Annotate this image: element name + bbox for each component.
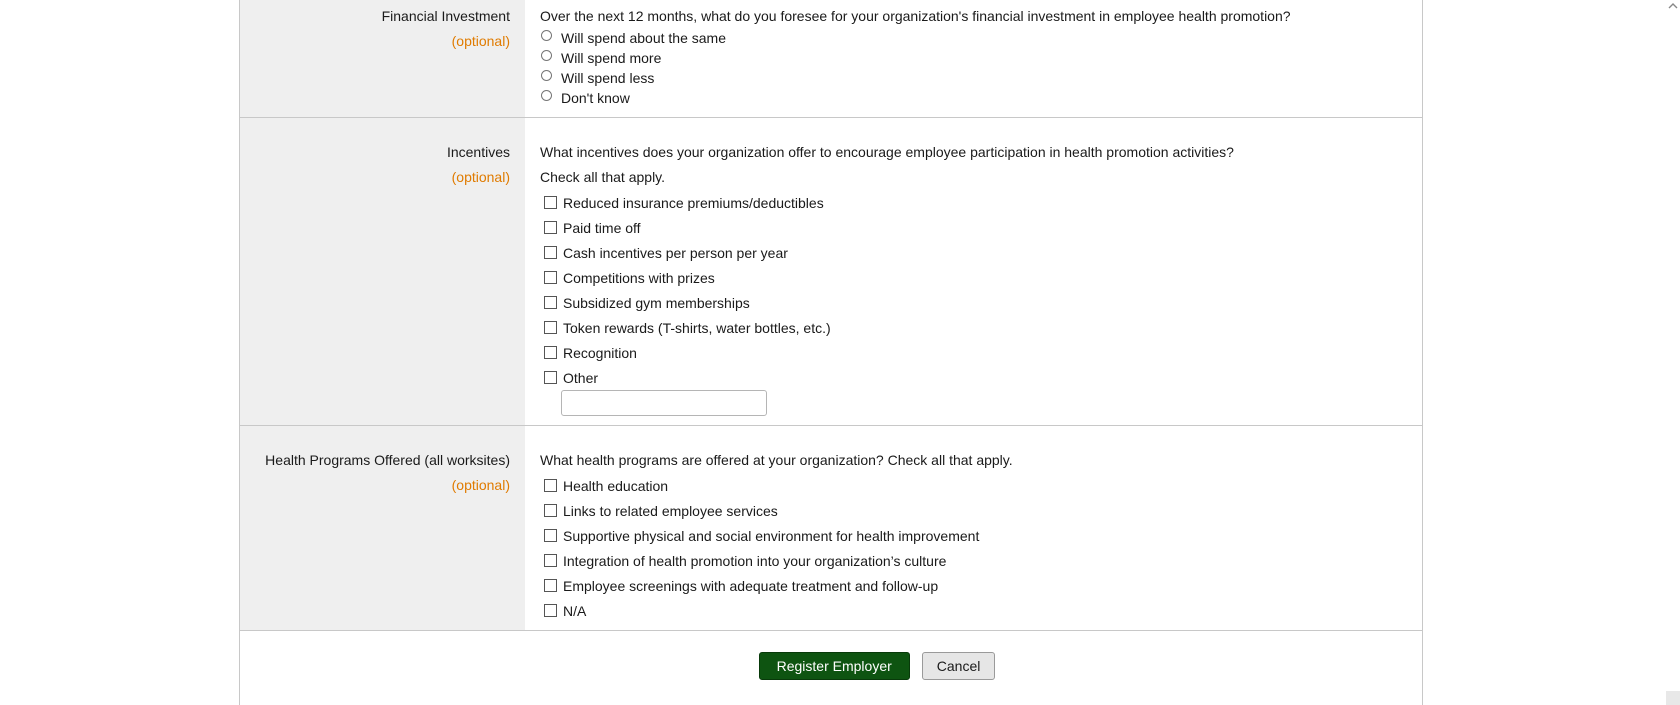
radio-option-same[interactable] [540, 28, 1407, 48]
radio-button[interactable] [541, 50, 552, 61]
checkbox[interactable] [544, 221, 557, 234]
checkbox-item-competitions[interactable] [540, 265, 1407, 290]
checkbox[interactable] [544, 246, 557, 259]
checkbox-label: Competitions with prizes [563, 269, 715, 286]
checkbox[interactable] [544, 321, 557, 334]
optional-tag: (optional) [451, 169, 510, 185]
incentives-row [240, 118, 1422, 426]
health-programs-question: What health programs are offered at your organization? Check all that apply. [540, 452, 1013, 468]
checkbox[interactable] [544, 346, 557, 359]
radio-option-less[interactable] [540, 68, 1407, 88]
checkbox-item-gym[interactable] [540, 290, 1407, 315]
other-incentive-input[interactable] [561, 390, 767, 416]
checkbox-label: Integration of health promotion into your organization’s culture [563, 552, 947, 569]
financial-investment-row [240, 0, 1422, 118]
cancel-button[interactable]: Cancel [922, 652, 996, 680]
radio-label: Don't know [561, 90, 630, 106]
checkbox-label: Paid time off [563, 219, 641, 236]
incentives-label: Incentives [446, 144, 510, 160]
radio-option-more[interactable] [540, 48, 1407, 68]
checkbox-item-supportive-environment[interactable] [540, 523, 1407, 548]
radio-option-dont-know[interactable] [540, 88, 1407, 108]
checkbox-label: Subsidized gym memberships [563, 294, 750, 311]
radio-label: Will spend less [561, 70, 655, 86]
checkbox-item-cash-incentives[interactable] [540, 240, 1407, 265]
radio-button[interactable] [541, 30, 552, 41]
checkbox-label: Recognition [563, 344, 637, 361]
checkbox-label: N/A [563, 602, 587, 619]
health-programs-row [240, 426, 1422, 631]
checkbox-item-health-education[interactable] [540, 473, 1407, 498]
checkbox-label: Other [563, 369, 599, 386]
radio-label: Will spend about the same [561, 30, 726, 46]
health-programs-field [525, 444, 1422, 630]
checkbox-label: Cash incentives per person per year [563, 244, 788, 261]
checkbox[interactable] [544, 296, 557, 309]
optional-tag: (optional) [451, 477, 510, 493]
checkbox-label: Links to related employee services [563, 502, 778, 519]
incentives-instruction: Check all that apply. [540, 169, 666, 185]
radio-button[interactable] [541, 70, 552, 81]
incentives-field [525, 136, 1422, 425]
radio-label: Will spend more [561, 50, 662, 66]
checkbox-label: Employee screenings with adequate treatment and follow-up [563, 577, 939, 594]
checkbox-item-token-rewards[interactable] [540, 315, 1407, 340]
employer-registration-form [239, 0, 1423, 705]
chevron-up-icon[interactable] [1668, 2, 1678, 10]
checkbox-item-paid-time-off[interactable] [540, 215, 1407, 240]
checkbox[interactable] [544, 604, 557, 617]
checkbox-item-recognition[interactable] [540, 340, 1407, 365]
incentives-question: What incentives does your organization offer to encourage employee participation in health promotion activities? [540, 144, 1234, 160]
checkbox-item-reduced-premiums[interactable] [540, 190, 1407, 215]
financial-investment-label: Financial Investment [381, 8, 510, 24]
checkbox[interactable] [544, 479, 557, 492]
checkbox[interactable] [544, 529, 557, 542]
checkbox-label: Supportive physical and social environment for health improvement [563, 527, 980, 544]
incentives-label-cell [240, 118, 525, 425]
checkbox[interactable] [544, 579, 557, 592]
checkbox[interactable] [544, 504, 557, 517]
checkbox[interactable] [544, 271, 557, 284]
financial-investment-label-cell [240, 0, 525, 117]
scrollbar-corner [1666, 691, 1680, 705]
financial-investment-question: Over the next 12 months, what do you foresee for your organization's financial investment in employee health promotion? [540, 8, 1291, 24]
checkbox[interactable] [544, 196, 557, 209]
health-programs-label-cell [240, 426, 525, 630]
optional-tag: (optional) [451, 33, 510, 49]
health-programs-label: Health Programs Offered (all worksites) [265, 452, 510, 468]
checkbox-item-screenings[interactable] [540, 573, 1407, 598]
checkbox-label: Health education [563, 477, 669, 494]
checkbox-item-employee-services[interactable] [540, 498, 1407, 523]
checkbox-label: Token rewards (T-shirts, water bottles, etc.) [563, 319, 831, 336]
checkbox-item-culture-integration[interactable] [540, 548, 1407, 573]
checkbox[interactable] [544, 554, 557, 567]
financial-investment-field [525, 0, 1422, 117]
vertical-scrollbar[interactable] [1666, 0, 1680, 705]
checkbox-item-other[interactable] [540, 365, 1407, 390]
checkbox-item-na[interactable] [540, 598, 1407, 623]
radio-button[interactable] [541, 90, 552, 101]
checkbox[interactable] [544, 371, 557, 384]
form-actions [240, 631, 1422, 680]
checkbox-label: Reduced insurance premiums/deductibles [563, 194, 824, 211]
register-employer-button[interactable]: Register Employer [759, 652, 910, 680]
